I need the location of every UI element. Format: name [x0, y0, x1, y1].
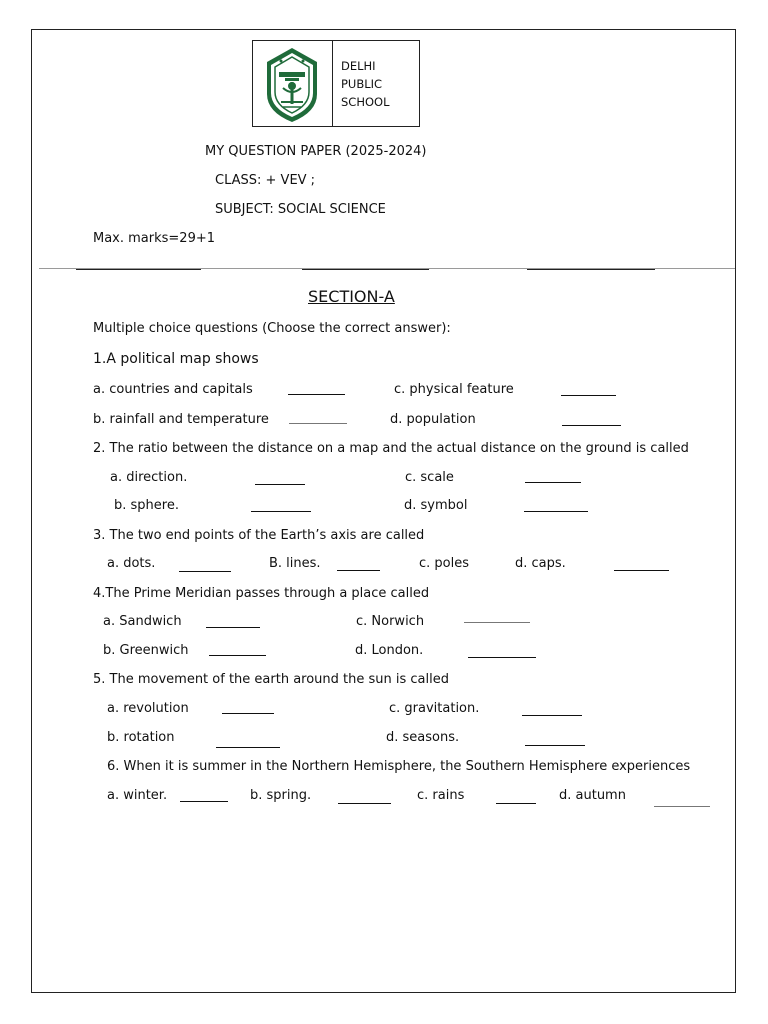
option-text: b. rainfall and temperature — [93, 412, 269, 427]
answer-blank[interactable] — [209, 655, 266, 656]
answer-blank[interactable] — [180, 801, 228, 802]
question-text: 3. The two end points of the Earth’s axis are called — [93, 528, 425, 543]
option-text: a. revolution — [107, 701, 189, 716]
option-text: c. physical feature — [394, 382, 514, 397]
option-text: a. countries and capitals — [93, 382, 253, 397]
answer-blank[interactable] — [525, 482, 581, 483]
school-name-line: PUBLIC — [341, 77, 383, 91]
school-crest-icon — [263, 46, 321, 124]
option-text: d. symbol — [404, 498, 468, 513]
answer-blank[interactable] — [654, 806, 710, 807]
school-logo-box — [252, 40, 420, 127]
option-text: a. dots. — [107, 556, 156, 571]
option-text: c. poles — [419, 556, 470, 571]
question-text: 6. When it is summer in the Northern Hemisphere, the Southern Hemisphere experiences — [107, 759, 691, 774]
option-text: d. population — [390, 412, 476, 427]
option-text: b. sphere. — [114, 498, 179, 513]
max-marks: Max. marks=29+1 — [93, 231, 216, 246]
answer-blank[interactable] — [614, 570, 669, 571]
option-text: c. rains — [417, 788, 465, 803]
answer-blank[interactable] — [524, 511, 588, 512]
section-instruction: Multiple choice questions (Choose the correct answer): — [93, 321, 451, 336]
option-text: b. rotation — [107, 730, 175, 745]
question-text: 5. The movement of the earth around the sun is called — [93, 672, 449, 687]
option-text: B. lines. — [269, 556, 321, 571]
answer-blank[interactable] — [216, 747, 280, 748]
school-name-line: DELHI — [341, 59, 376, 73]
answer-blank[interactable] — [562, 425, 621, 426]
answer-blank[interactable] — [525, 745, 585, 746]
school-name — [341, 57, 390, 111]
school-name-line: SCHOOL — [341, 95, 390, 109]
logo-divider — [332, 41, 333, 126]
paper-title: MY QUESTION PAPER (2025-2024) — [205, 144, 427, 159]
answer-blank[interactable] — [468, 657, 536, 658]
answer-blank[interactable] — [289, 423, 347, 424]
answer-blank[interactable] — [222, 713, 274, 714]
option-text: c. Norwich — [356, 614, 425, 629]
option-text: c. scale — [405, 470, 454, 485]
question-text: 2. The ratio between the distance on a map and the actual distance on the ground is called — [93, 441, 689, 456]
class-line: CLASS: + VEV ; — [215, 173, 316, 188]
answer-blank[interactable] — [288, 394, 345, 395]
option-text: a. Sandwich — [103, 614, 182, 629]
option-text: b. Greenwich — [103, 643, 189, 658]
header-divider-segment — [76, 269, 201, 270]
answer-blank[interactable] — [337, 570, 380, 571]
answer-blank[interactable] — [206, 627, 260, 628]
answer-blank[interactable] — [338, 803, 391, 804]
option-text: b. spring. — [250, 788, 312, 803]
answer-blank[interactable] — [522, 715, 582, 716]
question-text: 1.A political map shows — [93, 351, 259, 367]
option-text: a. direction. — [110, 470, 188, 485]
answer-blank[interactable] — [255, 484, 305, 485]
question-text: 4.The Prime Meridian passes through a place called — [93, 586, 430, 601]
answer-blank[interactable] — [251, 511, 311, 512]
option-text: d. autumn — [559, 788, 626, 803]
option-text: a. winter. — [107, 788, 168, 803]
option-text: d. seasons. — [386, 730, 460, 745]
section-title: SECTION-A — [308, 287, 395, 306]
option-text: d. caps. — [515, 556, 566, 571]
option-text: d. London. — [355, 643, 424, 658]
answer-blank[interactable] — [561, 395, 616, 396]
answer-blank[interactable] — [179, 571, 231, 572]
subject-line: SUBJECT: SOCIAL SCIENCE — [215, 202, 386, 217]
answer-blank[interactable] — [496, 803, 536, 804]
header-divider-segment — [302, 269, 429, 270]
option-text: c. gravitation. — [389, 701, 480, 716]
header-divider-segment — [527, 269, 655, 270]
answer-blank[interactable] — [464, 622, 530, 623]
